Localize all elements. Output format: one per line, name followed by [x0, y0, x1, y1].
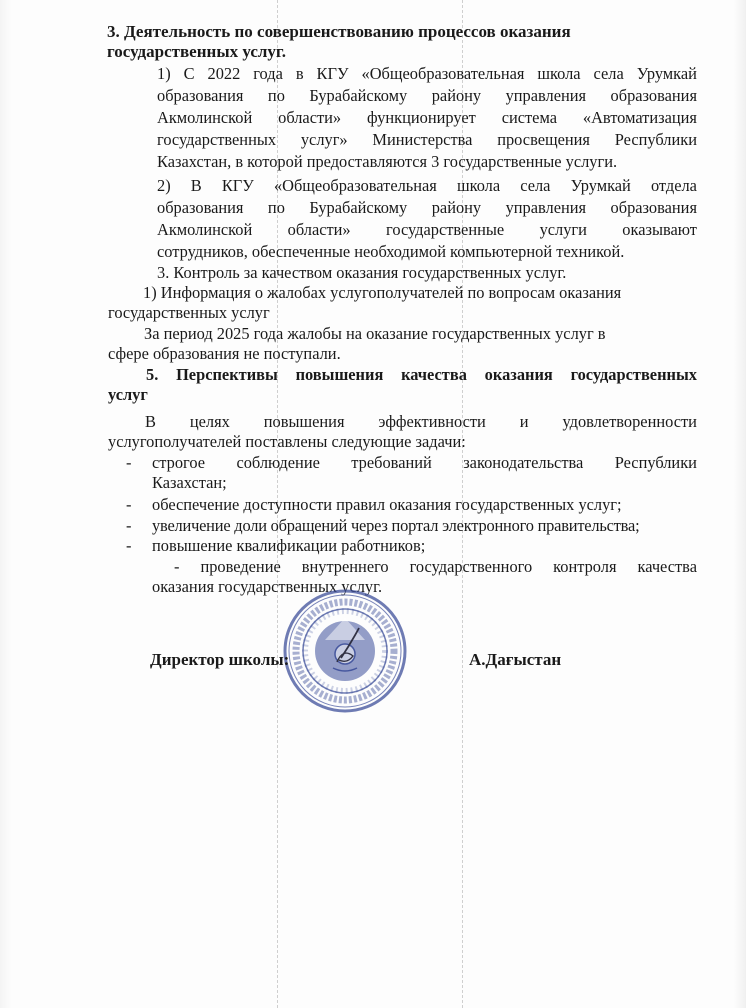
word: повышения — [295, 365, 384, 384]
word: года — [253, 64, 283, 83]
word: по — [267, 86, 285, 105]
word: району — [431, 86, 482, 105]
section3-heading-line1: 3. Деятельность по совершенствованию процессов оказания — [107, 22, 571, 41]
word: целях — [189, 412, 230, 431]
complaints-line: 1) Информация о жалобах услугополучателей по вопросам оказания — [143, 283, 622, 302]
word: качества — [401, 365, 467, 384]
word: образования — [157, 198, 244, 217]
bullet-dash: - — [126, 495, 132, 514]
word: соблюдение — [236, 453, 320, 472]
task-item: повышение квалификации работников; — [152, 536, 426, 555]
control-heading: 3. Контроль за качеством оказания государственных услуг. — [157, 263, 567, 282]
intro-line: услугополучателей поставлены следующие задачи: — [108, 432, 466, 451]
word: услуги — [539, 220, 587, 239]
word: требований — [351, 453, 432, 472]
bullet-dash: - — [126, 516, 132, 535]
word: функционирует — [367, 108, 476, 127]
signature-title: Директор школы: — [150, 650, 290, 669]
word: Бурабайскому — [309, 198, 408, 217]
word: 2022 — [207, 64, 241, 83]
word: услуг» — [300, 130, 348, 149]
official-seal-icon — [281, 588, 409, 714]
word: Республики — [614, 130, 697, 149]
word: Урумкай — [636, 64, 697, 83]
p1-line — [157, 86, 697, 106]
word: государственного — [409, 557, 533, 576]
word: проведение — [200, 557, 281, 576]
word: государственные — [386, 220, 505, 239]
word: государственных — [570, 365, 697, 384]
word: - — [174, 557, 180, 576]
word: В — [145, 412, 156, 431]
word: Урумкай — [570, 176, 631, 195]
section5-heading-line1 — [146, 365, 697, 385]
task-item — [152, 453, 697, 473]
bullet-dash: - — [126, 453, 132, 472]
section3-heading-line2: государственных услуг. — [107, 42, 286, 61]
last-task-line: оказания государственных услуг. — [152, 577, 383, 596]
p1-line — [157, 64, 697, 84]
last-task-line — [174, 557, 697, 577]
intro-line — [145, 412, 697, 432]
word: строгое — [152, 453, 206, 472]
word: образования — [157, 86, 244, 105]
word: КГУ — [316, 64, 349, 83]
word: управления — [505, 198, 587, 217]
word: внутреннего — [301, 557, 389, 576]
signature-name: А.Дағыстан — [469, 650, 562, 669]
word: Перспективы — [176, 365, 278, 384]
word: 5. — [146, 365, 159, 384]
task-item-continuation: Казахстан; — [152, 473, 227, 492]
word: 2) — [157, 176, 171, 195]
word: КГУ — [221, 176, 254, 195]
task-item: обеспечение доступности правил оказания государственных услуг; — [152, 495, 622, 514]
p1-line — [157, 108, 697, 128]
word: Акмолинской — [157, 108, 253, 127]
word: «Общеобразовательная — [273, 176, 437, 195]
word: просвещения — [497, 130, 590, 149]
word: села — [593, 64, 624, 83]
word: области» — [287, 220, 351, 239]
word: району — [431, 198, 482, 217]
word: в — [295, 64, 304, 83]
task-item: увеличение доли обращений через портал электронного правительства; — [152, 516, 640, 535]
p2-line — [157, 176, 697, 196]
word: управления — [505, 86, 587, 105]
word: эффективности — [378, 412, 486, 431]
word: образования — [610, 198, 697, 217]
word: Республики — [614, 453, 697, 472]
word: В — [190, 176, 202, 195]
word: система — [501, 108, 557, 127]
complaints-line: государственных услуг — [108, 303, 270, 322]
word: качества — [637, 557, 697, 576]
period-line: сфере образования не поступали. — [108, 344, 341, 363]
word: и — [519, 412, 529, 431]
word: законодательства — [463, 453, 584, 472]
word: повышения — [263, 412, 345, 431]
word: государственных — [157, 130, 277, 149]
word: Бурабайскому — [309, 86, 408, 105]
word: села — [520, 176, 551, 195]
word: образования — [610, 86, 697, 105]
word: области» — [278, 108, 342, 127]
word: оказывают — [622, 220, 697, 239]
section5-heading-line2: услуг — [108, 385, 148, 404]
word: школа — [537, 64, 581, 83]
p1-line: Казахстан, в которой предоставляются 3 государственные услуги. — [157, 152, 618, 171]
word: Министерства — [372, 130, 473, 149]
word: 1) — [157, 64, 171, 83]
word: Акмолинской — [157, 220, 253, 239]
word: удовлетворенности — [562, 412, 697, 431]
bullet-dash: - — [126, 536, 132, 555]
p2-line — [157, 198, 697, 218]
word: оказания — [484, 365, 553, 384]
p2-line: сотрудников, обеспеченные необходимой компьютерной техникой. — [157, 242, 625, 261]
period-line: За период 2025 года жалобы на оказание государственных услуг в — [144, 324, 606, 343]
word: по — [267, 198, 285, 217]
word: контроля — [553, 557, 617, 576]
p1-line — [157, 130, 697, 150]
p2-line — [157, 220, 697, 240]
word: «Общеобразовательная — [361, 64, 525, 83]
word: С — [183, 64, 195, 83]
word: «Автоматизация — [582, 108, 697, 127]
word: отдела — [650, 176, 697, 195]
word: школа — [456, 176, 501, 195]
